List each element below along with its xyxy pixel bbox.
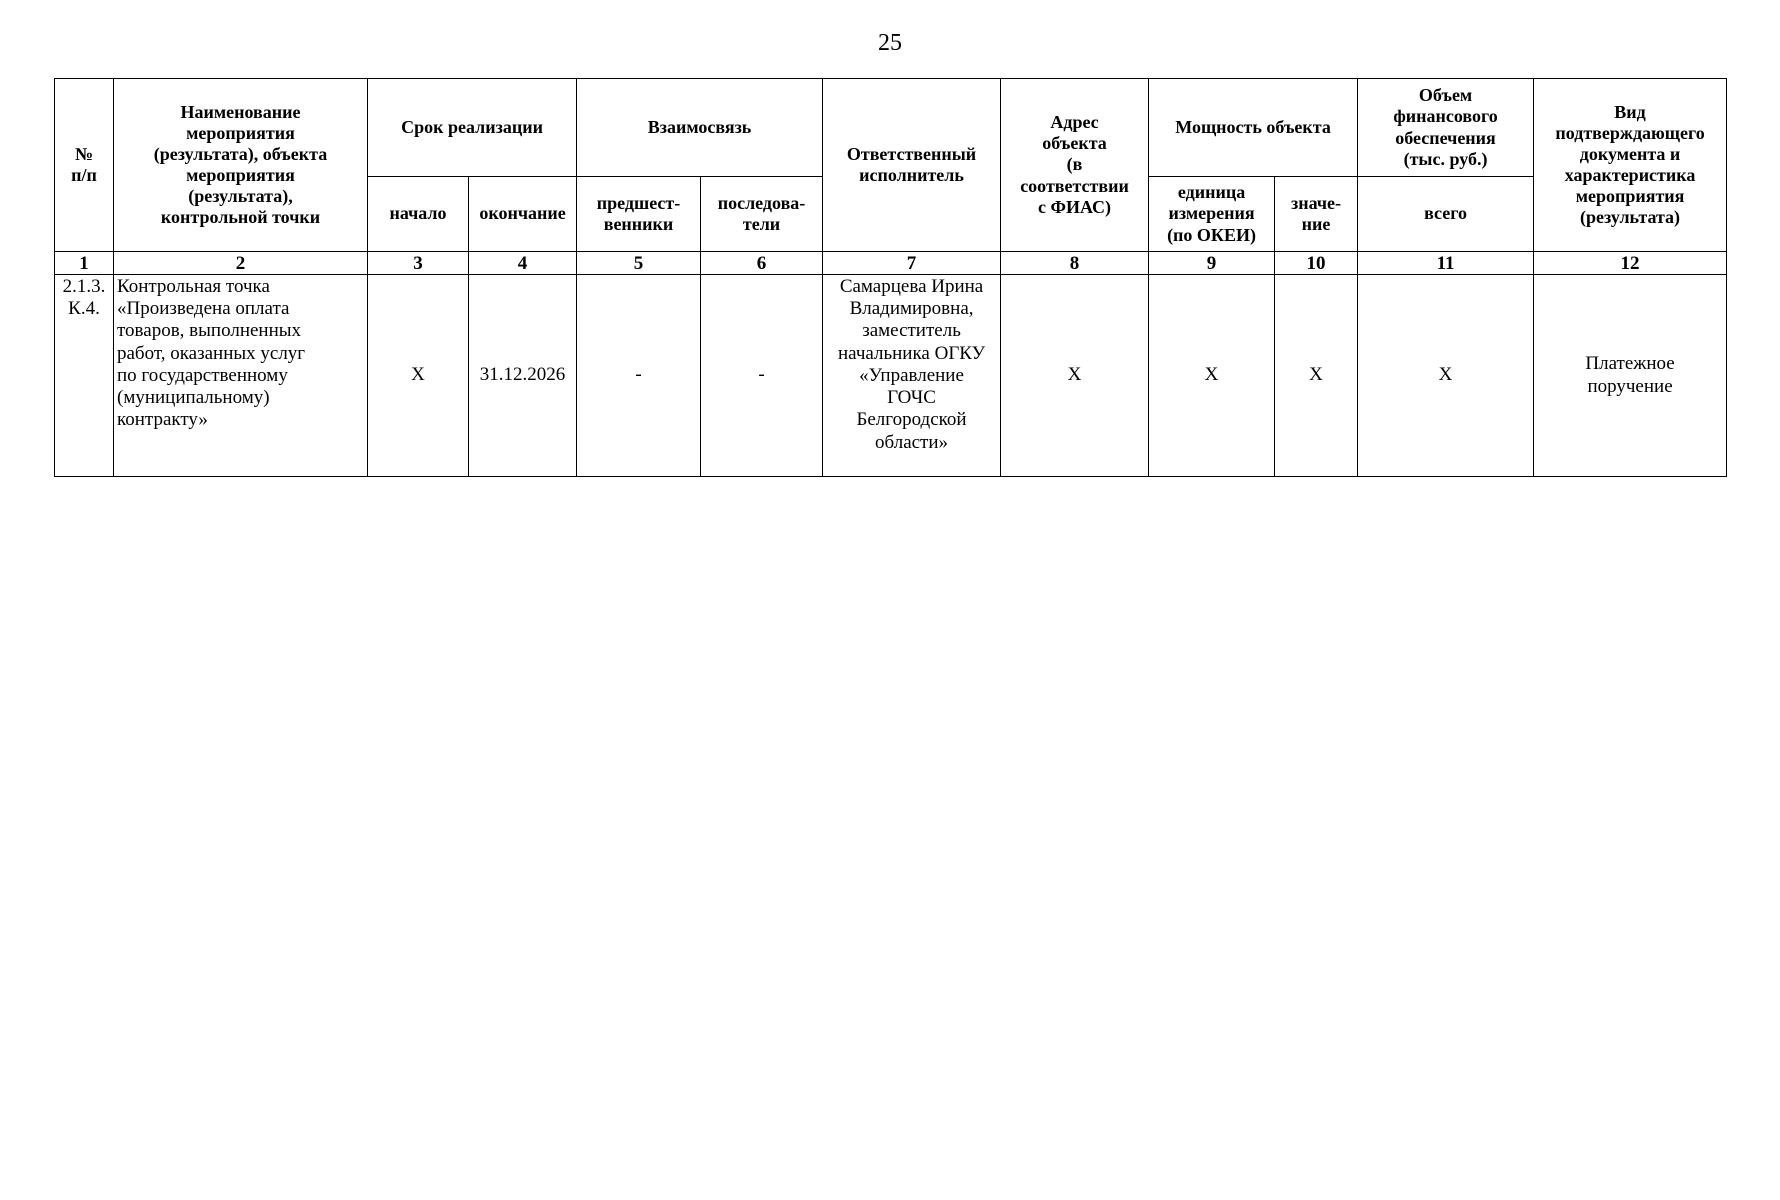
column-number: 10 [1275,252,1358,275]
column-number: 3 [368,252,469,275]
column-number: 2 [114,252,368,275]
header-name: Наименование мероприятия (результата), объекта мероприятия (результата), контрольной точки [114,79,368,252]
header-capacity: Мощность объекта [1149,79,1358,177]
page-number: 25 [878,30,902,56]
header-address: Адрес объекта (в соответствии с ФИАС) [1001,79,1149,252]
row-responsible: Самарцева Ирина Владимировна, заместитель начальника ОГКУ «Управление ГОЧС Белгородской области» [823,275,1001,477]
header-capacity-unit: единица измерения (по ОКЕИ) [1149,177,1275,252]
row-end: 31.12.2026 [469,275,577,477]
row-start: Х [368,275,469,477]
header-responsible: Ответственный исполнитель [823,79,1001,252]
column-number: 1 [55,252,114,275]
header-finance: Объем финансового обеспечения (тыс. руб.) [1358,79,1534,177]
column-number: 12 [1534,252,1727,275]
header-finance-total: всего [1358,177,1534,252]
header-doc: Вид подтверждающего документа и характеристика мероприятия (результата) [1534,79,1727,252]
header-term-start: начало [368,177,469,252]
column-number: 6 [701,252,823,275]
row-prev: - [577,275,701,477]
activity-plan-table [54,78,1727,477]
header-relation: Взаимосвязь [577,79,823,177]
header-num: № п/п [55,79,114,252]
column-number-row [55,252,1727,275]
row-total: Х [1358,275,1534,477]
row-name: Контрольная точка «Произведена оплата товаров, выполненных работ, оказанных услуг по государственному (муниципальному) контракту» [114,275,368,477]
column-number: 4 [469,252,577,275]
row-unit: Х [1149,275,1275,477]
header-term: Срок реализации [368,79,577,177]
row-value: Х [1275,275,1358,477]
header-relation-prev: предшест- венники [577,177,701,252]
column-number: 5 [577,252,701,275]
header-relation-next: последова- тели [701,177,823,252]
row-address: Х [1001,275,1149,477]
column-number: 7 [823,252,1001,275]
header-term-end: окончание [469,177,577,252]
column-number: 8 [1001,252,1149,275]
row-doc: Платежное поручение [1534,275,1727,477]
header-capacity-value: значе- ние [1275,177,1358,252]
row-next: - [701,275,823,477]
header-row-1 [55,79,1727,177]
table-row [55,275,1727,477]
row-num: 2.1.3. К.4. [55,275,114,477]
column-number: 9 [1149,252,1275,275]
column-number: 11 [1358,252,1534,275]
